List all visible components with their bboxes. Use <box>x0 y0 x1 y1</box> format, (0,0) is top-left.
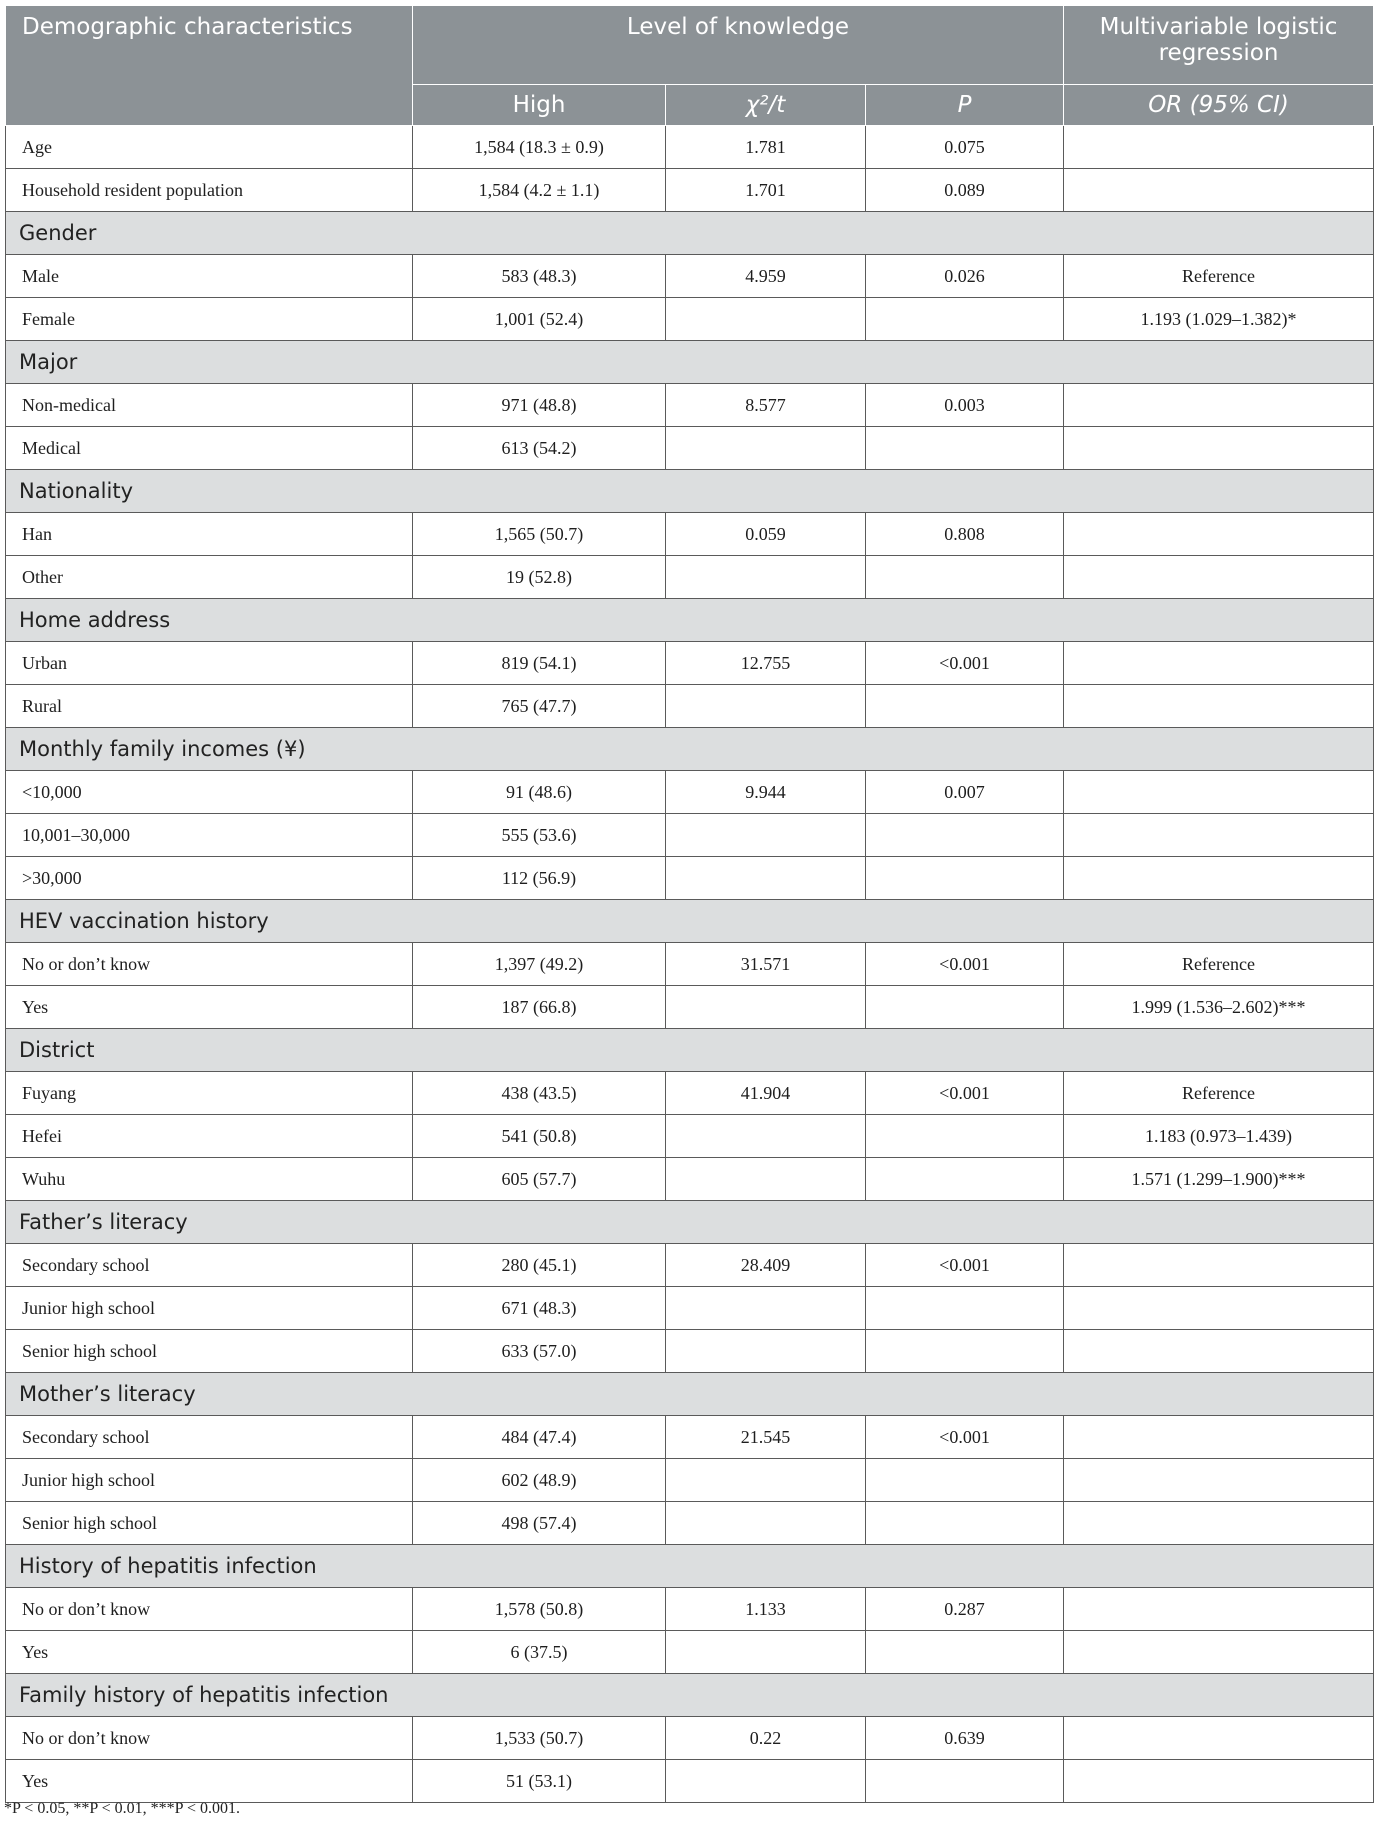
table-row <box>6 513 1374 556</box>
high-cell: 1,397 (49.2) <box>413 943 666 986</box>
p-cell: <0.001 <box>866 943 1064 986</box>
table-row <box>6 1244 1374 1287</box>
row-label: No or don’t know <box>6 943 413 986</box>
high-cell: 112 (56.9) <box>413 857 666 900</box>
row-label: Medical <box>6 427 413 470</box>
header-high: High <box>413 85 666 126</box>
table-row <box>6 642 1374 685</box>
p-cell <box>866 1459 1064 1502</box>
row-label: Rural <box>6 685 413 728</box>
or-cell: Reference <box>1064 1072 1374 1115</box>
header-level-of-knowledge: Level of knowledge <box>413 6 1064 85</box>
high-cell: 1,578 (50.8) <box>413 1588 666 1631</box>
header-multivariable-logistic-regression: Multivariable logistic regression <box>1064 6 1374 85</box>
high-cell: 541 (50.8) <box>413 1115 666 1158</box>
high-cell: 613 (54.2) <box>413 427 666 470</box>
table-row <box>6 943 1374 986</box>
header-demographic-characteristics: Demographic characteristics <box>6 6 413 126</box>
table-row <box>6 986 1374 1029</box>
stat-cell: 31.571 <box>666 943 866 986</box>
table-row <box>6 1502 1374 1545</box>
or-cell <box>1064 1416 1374 1459</box>
high-cell: 765 (47.7) <box>413 685 666 728</box>
or-cell <box>1064 1502 1374 1545</box>
stat-cell <box>666 556 866 599</box>
or-cell <box>1064 814 1374 857</box>
or-cell <box>1064 556 1374 599</box>
high-cell: 484 (47.4) <box>413 1416 666 1459</box>
row-label: Senior high school <box>6 1502 413 1545</box>
row-label: Han <box>6 513 413 556</box>
section-row <box>6 1373 1374 1416</box>
stat-cell <box>666 1115 866 1158</box>
table-row <box>6 384 1374 427</box>
section-label: Monthly family incomes (¥) <box>6 728 1374 771</box>
p-cell <box>866 814 1064 857</box>
or-cell <box>1064 126 1374 169</box>
table-row <box>6 126 1374 169</box>
or-cell <box>1064 642 1374 685</box>
stat-cell <box>666 1459 866 1502</box>
p-cell: 0.003 <box>866 384 1064 427</box>
p-cell: 0.026 <box>866 255 1064 298</box>
table-row <box>6 1717 1374 1760</box>
high-cell: 498 (57.4) <box>413 1502 666 1545</box>
row-label: Yes <box>6 1631 413 1674</box>
stat-cell: 8.577 <box>666 384 866 427</box>
table-row <box>6 1158 1374 1201</box>
stat-cell <box>666 986 866 1029</box>
row-label: <10,000 <box>6 771 413 814</box>
high-cell: 1,584 (4.2 ± 1.1) <box>413 169 666 212</box>
or-cell <box>1064 1760 1374 1803</box>
section-row <box>6 1201 1374 1244</box>
p-cell <box>866 427 1064 470</box>
header-p-value: P <box>866 85 1064 126</box>
stat-cell: 41.904 <box>666 1072 866 1115</box>
row-label: Yes <box>6 986 413 1029</box>
table-footnote: *P < 0.05, **P < 0.01, ***P < 0.001. <box>4 1800 240 1817</box>
p-cell: 0.639 <box>866 1717 1064 1760</box>
header-odds-ratio: OR (95% CI) <box>1064 85 1374 126</box>
section-label: Mother’s literacy <box>6 1373 1374 1416</box>
table-header <box>6 6 1374 126</box>
high-cell: 51 (53.1) <box>413 1760 666 1803</box>
or-cell: 1.193 (1.029–1.382)* <box>1064 298 1374 341</box>
high-cell: 605 (57.7) <box>413 1158 666 1201</box>
section-label: Home address <box>6 599 1374 642</box>
section-row <box>6 1029 1374 1072</box>
high-cell: 280 (45.1) <box>413 1244 666 1287</box>
high-cell: 1,533 (50.7) <box>413 1717 666 1760</box>
stat-cell <box>666 1760 866 1803</box>
stat-cell: 1.701 <box>666 169 866 212</box>
high-cell: 583 (48.3) <box>413 255 666 298</box>
p-cell: 0.287 <box>866 1588 1064 1631</box>
p-cell: 0.089 <box>866 169 1064 212</box>
stat-cell <box>666 1330 866 1373</box>
p-cell: <0.001 <box>866 642 1064 685</box>
section-row <box>6 900 1374 943</box>
row-label: >30,000 <box>6 857 413 900</box>
or-cell <box>1064 384 1374 427</box>
high-cell: 1,565 (50.7) <box>413 513 666 556</box>
knowledge-table-container <box>5 5 1373 1803</box>
table-row <box>6 814 1374 857</box>
stat-cell: 1.133 <box>666 1588 866 1631</box>
row-label: Hefei <box>6 1115 413 1158</box>
row-label: Urban <box>6 642 413 685</box>
stat-cell <box>666 814 866 857</box>
row-label: Secondary school <box>6 1416 413 1459</box>
table-row <box>6 1330 1374 1373</box>
row-label: Senior high school <box>6 1330 413 1373</box>
or-cell <box>1064 169 1374 212</box>
section-row <box>6 728 1374 771</box>
table-row <box>6 771 1374 814</box>
high-cell: 555 (53.6) <box>413 814 666 857</box>
p-cell <box>866 986 1064 1029</box>
section-label: District <box>6 1029 1374 1072</box>
table-row <box>6 685 1374 728</box>
stat-cell <box>666 1287 866 1330</box>
section-label: Gender <box>6 212 1374 255</box>
high-cell: 1,001 (52.4) <box>413 298 666 341</box>
row-label: Wuhu <box>6 1158 413 1201</box>
high-cell: 633 (57.0) <box>413 1330 666 1373</box>
section-row <box>6 470 1374 513</box>
p-cell: <0.001 <box>866 1416 1064 1459</box>
high-cell: 91 (48.6) <box>413 771 666 814</box>
table-row <box>6 1416 1374 1459</box>
table-row <box>6 556 1374 599</box>
row-label: Junior high school <box>6 1287 413 1330</box>
p-cell <box>866 1330 1064 1373</box>
stat-cell: 0.22 <box>666 1717 866 1760</box>
table-row <box>6 1072 1374 1115</box>
or-cell <box>1064 857 1374 900</box>
stat-cell <box>666 1158 866 1201</box>
high-cell: 971 (48.8) <box>413 384 666 427</box>
section-label: History of hepatitis infection <box>6 1545 1374 1588</box>
table-row <box>6 1760 1374 1803</box>
or-cell <box>1064 1588 1374 1631</box>
or-cell <box>1064 427 1374 470</box>
header-chi-square-t: χ²/t <box>666 85 866 126</box>
p-cell: <0.001 <box>866 1244 1064 1287</box>
stat-cell <box>666 1502 866 1545</box>
p-cell <box>866 685 1064 728</box>
p-cell: 0.007 <box>866 771 1064 814</box>
row-label: Household resident population <box>6 169 413 212</box>
or-cell <box>1064 1631 1374 1674</box>
stat-cell: 4.959 <box>666 255 866 298</box>
row-label: 10,001–30,000 <box>6 814 413 857</box>
or-cell <box>1064 1459 1374 1502</box>
high-cell: 602 (48.9) <box>413 1459 666 1502</box>
row-label: Secondary school <box>6 1244 413 1287</box>
p-cell <box>866 1115 1064 1158</box>
stat-cell <box>666 298 866 341</box>
or-cell: 1.571 (1.299–1.900)*** <box>1064 1158 1374 1201</box>
high-cell: 6 (37.5) <box>413 1631 666 1674</box>
or-cell <box>1064 1330 1374 1373</box>
or-cell <box>1064 685 1374 728</box>
high-cell: 671 (48.3) <box>413 1287 666 1330</box>
p-cell <box>866 1502 1064 1545</box>
row-label: No or don’t know <box>6 1717 413 1760</box>
p-cell: 0.808 <box>866 513 1064 556</box>
knowledge-table <box>5 5 1374 1803</box>
or-cell: 1.999 (1.536–2.602)*** <box>1064 986 1374 1029</box>
stat-cell <box>666 857 866 900</box>
stat-cell <box>666 1631 866 1674</box>
section-row <box>6 212 1374 255</box>
or-cell: Reference <box>1064 255 1374 298</box>
or-cell <box>1064 1717 1374 1760</box>
section-label: HEV vaccination history <box>6 900 1374 943</box>
table-row <box>6 169 1374 212</box>
row-label: Age <box>6 126 413 169</box>
table-row <box>6 1115 1374 1158</box>
stat-cell <box>666 427 866 470</box>
p-cell: <0.001 <box>866 1072 1064 1115</box>
high-cell: 819 (54.1) <box>413 642 666 685</box>
stat-cell <box>666 685 866 728</box>
table-row <box>6 1631 1374 1674</box>
table-row <box>6 255 1374 298</box>
row-label: Yes <box>6 1760 413 1803</box>
p-cell <box>866 556 1064 599</box>
row-label: Other <box>6 556 413 599</box>
or-cell <box>1064 771 1374 814</box>
table-row <box>6 857 1374 900</box>
stat-cell: 12.755 <box>666 642 866 685</box>
table-row <box>6 427 1374 470</box>
stat-cell: 9.944 <box>666 771 866 814</box>
row-label: Female <box>6 298 413 341</box>
table-row <box>6 1459 1374 1502</box>
section-label: Family history of hepatitis infection <box>6 1674 1374 1717</box>
stat-cell: 1.781 <box>666 126 866 169</box>
section-row <box>6 1545 1374 1588</box>
row-label: Junior high school <box>6 1459 413 1502</box>
table-row <box>6 1287 1374 1330</box>
or-cell: 1.183 (0.973–1.439) <box>1064 1115 1374 1158</box>
section-row <box>6 599 1374 642</box>
section-row <box>6 341 1374 384</box>
row-label: Fuyang <box>6 1072 413 1115</box>
p-cell <box>866 298 1064 341</box>
p-cell <box>866 857 1064 900</box>
section-label: Father’s literacy <box>6 1201 1374 1244</box>
p-cell <box>866 1760 1064 1803</box>
section-label: Nationality <box>6 470 1374 513</box>
or-cell: Reference <box>1064 943 1374 986</box>
p-cell <box>866 1158 1064 1201</box>
row-label: Non-medical <box>6 384 413 427</box>
high-cell: 19 (52.8) <box>413 556 666 599</box>
table-row <box>6 1588 1374 1631</box>
or-cell <box>1064 513 1374 556</box>
high-cell: 1,584 (18.3 ± 0.9) <box>413 126 666 169</box>
p-cell: 0.075 <box>866 126 1064 169</box>
table-row <box>6 298 1374 341</box>
stat-cell: 28.409 <box>666 1244 866 1287</box>
table-body <box>6 126 1374 1803</box>
p-cell <box>866 1287 1064 1330</box>
high-cell: 438 (43.5) <box>413 1072 666 1115</box>
section-row <box>6 1674 1374 1717</box>
high-cell: 187 (66.8) <box>413 986 666 1029</box>
p-cell <box>866 1631 1064 1674</box>
row-label: Male <box>6 255 413 298</box>
or-cell <box>1064 1244 1374 1287</box>
row-label: No or don’t know <box>6 1588 413 1631</box>
or-cell <box>1064 1287 1374 1330</box>
section-label: Major <box>6 341 1374 384</box>
stat-cell: 0.059 <box>666 513 866 556</box>
stat-cell: 21.545 <box>666 1416 866 1459</box>
